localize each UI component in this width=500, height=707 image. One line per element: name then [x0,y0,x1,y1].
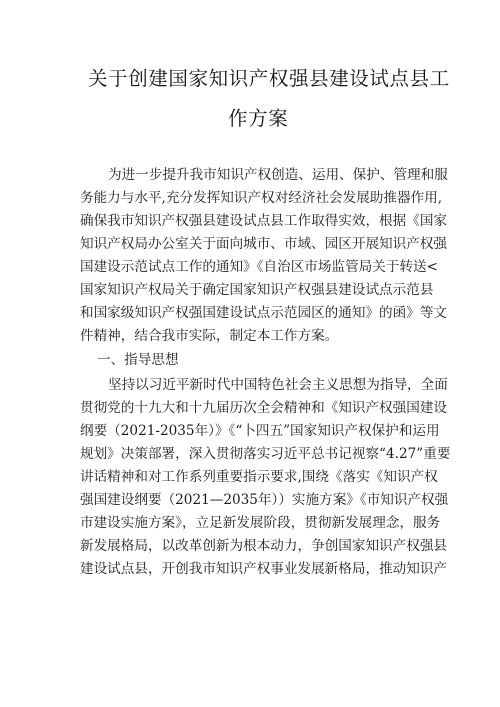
paragraph-2-line: 市建设实施方案》，立足新发展阶段，贯彻新发展理念，服务 [80,515,441,531]
paragraph-1-line: 确保我市知识产权强县建设试点县工作取得实效，根据《国家 [80,213,448,229]
paragraph-1-line: 国家知识产权局关于确定国家知识产权强县建设试点示范县 [80,282,434,298]
paragraph-1-line: 国建设示范试点工作的通知》《自治区市场监管局关于转送< [80,259,439,275]
paragraph-1-line: 务能力与水平,充分发挥知识产权对经济社会发展助推器作用, [80,190,443,206]
paragraph-1-line: 为进一步提升我市知识产权创造、运用、保护、管理和服 [108,167,448,183]
paragraph-1-line: 件精神，结合我市实际，制定本工作方案。 [80,328,339,344]
paragraph-1-line: 知识产权局办公室关于面向城市、市域、园区开展知识产权强 [80,236,448,252]
document-title-line-1: 关于创建国家知识产权强县建设试点县工 [88,67,450,90]
paragraph-2-line: 建设试点县，开创我市知识产权事业发展新格局，推动知识产 [80,561,448,577]
paragraph-2-line: 规划》决策部署，深入贯彻落实习近平总书记视察“4.27”重要 [80,446,451,462]
document-title-line-2: 作方案 [228,107,289,130]
paragraph-2-line: 贯彻党的十九大和十九届历次全会精神和《知识产权强国建设 [80,400,448,416]
paragraph-2-line: 坚持以习近平新时代中国特色社会主义思想为指导，全面 [108,377,448,393]
paragraph-2-line: 纲要（2021-2035年）》《“卜四五”国家知识产权保护和运用 [80,423,440,439]
paragraph-2-line: 新发展格局，以改革创新为根本动力，争创国家知识产权强县 [80,538,448,554]
paragraph-1-line: 和国家级知识产权强国建设试点示范园区的通知》的函》等文 [80,305,448,321]
paragraph-2-line: 强国建设纲要（2021—2035年））实施方案》《市知识产权强 [80,492,449,508]
section-heading: 一、指导思想 [97,352,179,368]
paragraph-2-line: 讲话精神和对工作系列重要指示要求,围绕《落实《知识产权 [80,469,438,485]
